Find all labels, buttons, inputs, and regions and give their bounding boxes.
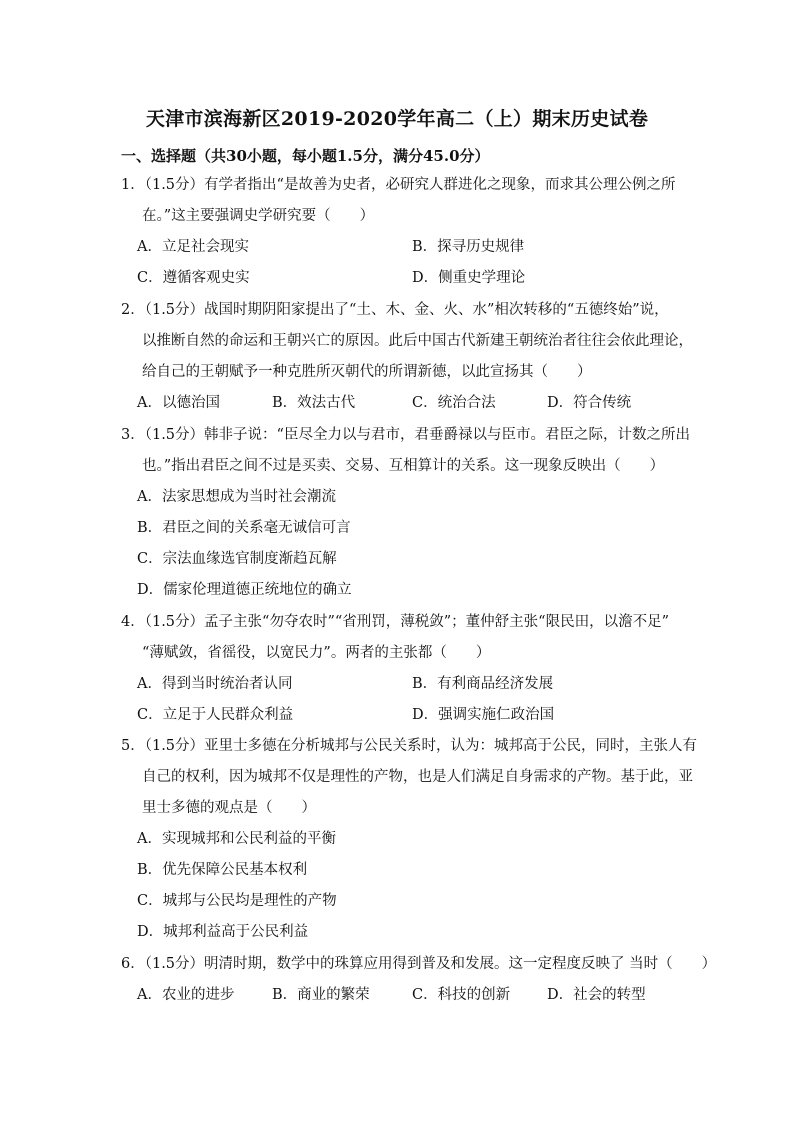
question-5-option-d: D．城邦利益高于公民利益 — [137, 924, 309, 940]
question-2-option-d: D．符合传统 — [547, 395, 632, 411]
question-4-line-1: 4．（1.5分）孟子主张“勿夺农时”“省刑罚，薄税敛”；董仲舒主张“限民田，以澹不足” — [121, 614, 670, 630]
question-3-option-b: B．君臣之间的关系毫无诚信可言 — [137, 520, 351, 536]
question-2-option-b: B．效法古代 — [272, 395, 356, 411]
question-3-option-d: D．儒家伦理道德正统地位的确立 — [137, 582, 352, 598]
question-6-option-a: A．农业的进步 — [137, 987, 235, 1003]
section-heading: 一、选择题（共30小题，每小题1.5分，满分45.0分） — [121, 147, 490, 165]
question-6-line-1: 6．（1.5分）明清时期，数学中的珠算应用得到普及和发展。这一定程度反映了 当时（ ） — [121, 956, 717, 972]
question-1-option-b: B．探寻历史规律 — [412, 239, 525, 255]
question-3-line-1: 3．（1.5分）韩非子说：“臣尽全力以与君市，君垂爵禄以与臣市。君臣之际，计数之所出 — [121, 427, 690, 443]
question-2-option-c: C．统治合法 — [412, 395, 496, 411]
question-3-option-a: A．法家思想成为当时社会潮流 — [137, 489, 336, 505]
question-3-option-c: C．宗法血缘选官制度渐趋瓦解 — [137, 551, 337, 567]
question-1-option-a: A．立足社会现实 — [137, 239, 249, 255]
question-6-option-d: D．社会的转型 — [547, 987, 646, 1003]
question-4-option-b: B．有利商品经济发展 — [412, 676, 554, 692]
question-2-line-2: 以推断自然的命运和王朝兴亡的原因。此后中国古代新建王朝统治者往往会依此理论， — [142, 333, 693, 349]
question-2-line-3: 给自己的王朝赋予一种克胜所灭朝代的所谓新德，以此宣扬其（ ） — [142, 364, 592, 380]
question-4-option-a: A．得到当时统治者认同 — [137, 676, 293, 692]
question-1-option-c: C．遵循客观史实 — [137, 270, 250, 286]
exam-title: 天津市滨海新区2019-2020学年高二（上）期末历史试卷 — [145, 108, 649, 130]
question-5-line-1: 5．（1.5分）亚里士多德在分析城邦与公民关系时，认为：城邦高于公民，同时，主张人有 — [121, 738, 698, 754]
question-5-line-3: 里士多德的观点是（ ） — [142, 800, 316, 816]
question-3-line-2: 也。”指出君臣之间不过是买卖、交易、互相算计的关系。这一现象反映出（ ） — [142, 458, 665, 474]
question-5-option-a: A．实现城邦和公民利益的平衡 — [137, 831, 336, 847]
question-1-line-1: 1．（1.5分）有学者指出“是故善为史者，必研究人群进化之现象，而求其公理公例之所 — [121, 177, 676, 193]
question-1-option-d: D．侧重史学理论 — [412, 270, 526, 286]
question-1-line-2: 在。”这主要强调史学研究要（ ） — [142, 208, 375, 224]
question-4-line-2: “薄赋敛，省徭役，以宽民力”。两者的主张都（ ） — [142, 645, 491, 661]
question-4-option-d: D．强调实施仁政治国 — [412, 707, 555, 723]
question-2-line-1: 2．（1.5分）战国时期阴阳家提出了“土、木、金、火、水”相次转移的“五德终始”说， — [121, 302, 669, 318]
question-5-line-2: 自己的权利，因为城邦不仅是理性的产物，也是人们满足自身需求的产物。基于此，亚 — [142, 769, 693, 785]
question-2-option-a: A．以德治国 — [137, 395, 220, 411]
question-6-option-c: C．科技的创新 — [412, 987, 511, 1003]
question-4-option-c: C．立足于人民群众利益 — [137, 707, 294, 723]
question-5-option-b: B．优先保障公民基本权利 — [137, 862, 308, 878]
question-5-option-c: C．城邦与公民均是理性的产物 — [137, 893, 337, 909]
question-6-option-b: B．商业的繁荣 — [272, 987, 370, 1003]
